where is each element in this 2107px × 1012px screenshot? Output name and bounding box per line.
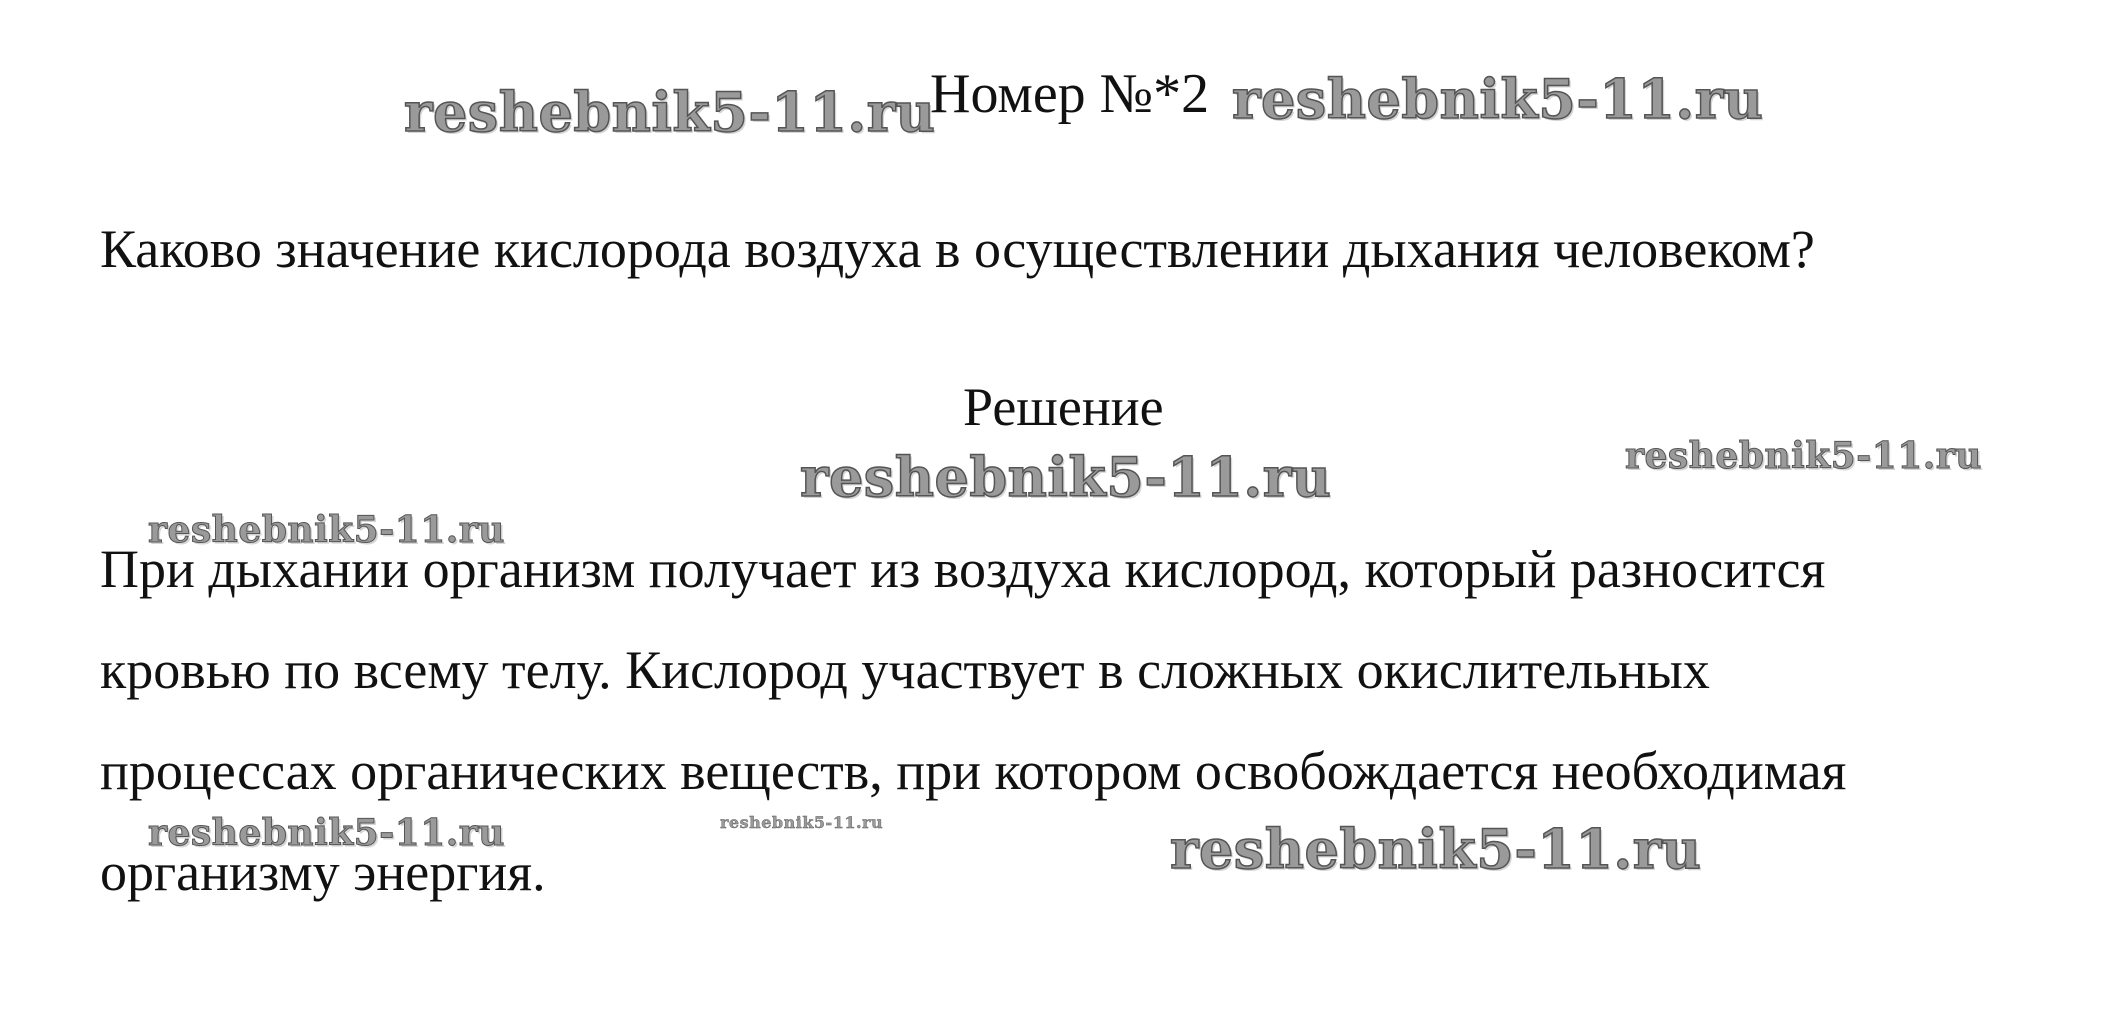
answer-line: организму энергия. — [100, 842, 546, 902]
answer-line: кровью по всему телу. Кислород участвует в сложных окислительных — [100, 640, 1710, 700]
problem-number-title: Номер №*2 — [930, 63, 1210, 125]
question-text: Каково значение кислорода воздуха в осуществлении дыхания человеком? — [100, 219, 1815, 279]
answer-line: При дыхании организм получает из воздуха кислород, который разносится — [100, 539, 1826, 599]
watermark-logo: reshebnik5-11.ru — [148, 812, 505, 854]
watermark-logo: reshebnik5-11.ru — [720, 813, 884, 832]
watermark-logo: reshebnik5-11.ru — [148, 509, 505, 551]
watermark-logo: reshebnik5-11.ru — [1170, 817, 1702, 881]
watermark-logo: reshebnik5-11.ru — [404, 80, 936, 144]
answer-line: процессах органических веществ, при котором освобождается необходимая — [100, 741, 1847, 801]
solution-heading: Решение — [963, 377, 1164, 437]
watermark-logo: reshebnik5-11.ru — [1625, 435, 1982, 477]
watermark-logo: reshebnik5-11.ru — [800, 445, 1332, 509]
watermark-logo: reshebnik5-11.ru — [1232, 67, 1764, 131]
